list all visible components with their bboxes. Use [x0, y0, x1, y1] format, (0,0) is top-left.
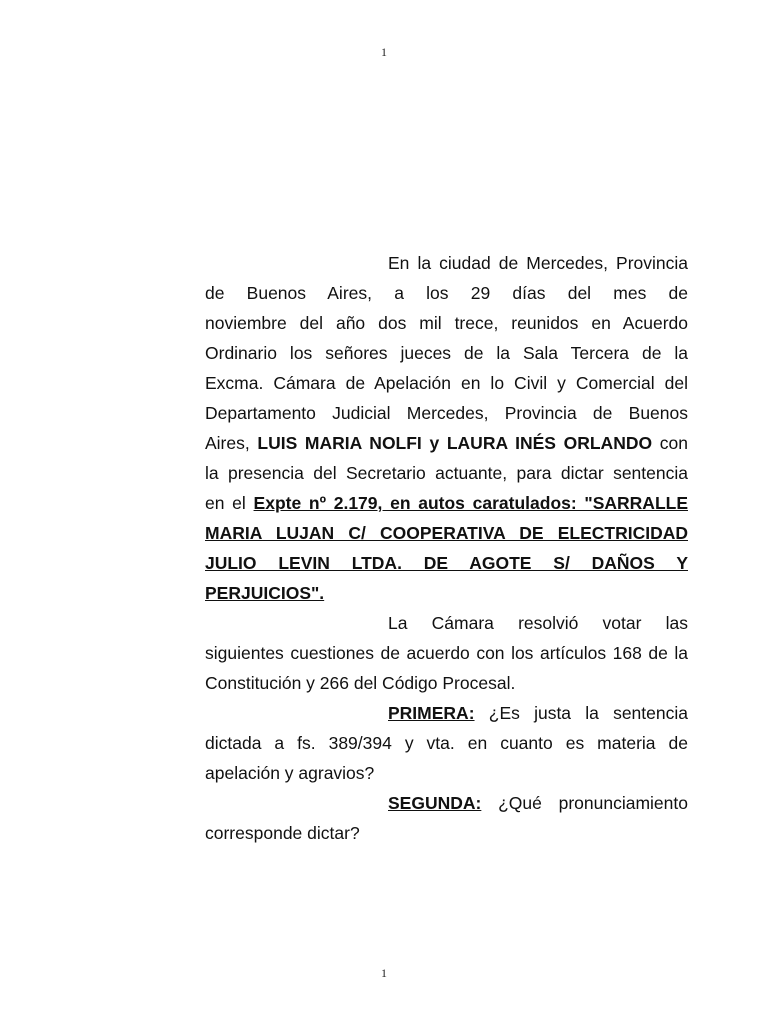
paragraph-1-line-12: PERJUICIOS". — [205, 583, 325, 603]
paragraph-1-line-5: Excma. Cámara de Apelación en lo Civil y Comercial del — [205, 373, 688, 393]
question-2-line-2: corresponde dictar? — [205, 823, 360, 843]
paragraph-2-line-1: La Cámara resolvió votar las — [388, 613, 688, 633]
paragraph-1-line-6: Departamento Judicial Mercedes, Provincia de Buenos — [205, 403, 688, 423]
paragraph-1-line-9: en el Expte nº 2.179, en autos caratulados: "SARRALLE — [205, 493, 688, 513]
paragraph-1-line-10: MARIA LUJAN C/ COOPERATIVA DE ELECTRICIDAD — [205, 523, 688, 543]
document-body — [205, 248, 688, 848]
question-2-label: SEGUNDA: — [388, 793, 482, 813]
paragraph-1-line-3: noviembre del año dos mil trece, reunidos en Acuerdo — [205, 313, 688, 333]
question-1-line-2: dictada a fs. 389/394 y vta. en cuanto es materia de — [205, 733, 688, 753]
day-number: 29 — [470, 283, 491, 303]
question-1-label: PRIMERA: — [388, 703, 475, 723]
page-number-bottom: 1 — [381, 966, 387, 980]
paragraph-2-line-3: Constitución y 266 del Código Procesal. — [205, 673, 516, 693]
question-1-line-1: PRIMERA: ¿Es justa la sentencia — [388, 703, 688, 723]
paragraph-1-line-4: Ordinario los señores jueces de la Sala Tercera de la — [205, 343, 688, 363]
paragraph-1-line-7: Aires, LUIS MARIA NOLFI y LAURA INÉS ORLANDO con — [205, 433, 688, 453]
paragraph-1-line-2: de Buenos Aires, a los 29 días del mes de — [205, 283, 688, 303]
page-number-top: 1 — [381, 45, 387, 59]
paragraph-1-line-8: la presencia del Secretario actuante, para dictar sentencia — [205, 463, 688, 483]
case-title: Expte nº 2.179, en autos caratulados: "SARRALLE — [253, 493, 688, 513]
question-2-line-1: SEGUNDA: ¿Qué pronunciamiento — [388, 793, 688, 813]
question-1-line-3: apelación y agravios? — [205, 763, 375, 783]
paragraph-1-line-1: En la ciudad de Mercedes, Provincia — [388, 253, 688, 273]
paragraph-1-line-11: JULIO LEVIN LTDA. DE AGOTE S/ DAÑOS Y — [205, 553, 688, 573]
paragraph-2-line-2: siguientes cuestiones de acuerdo con los artículos 168 de la — [205, 643, 688, 663]
judges-names: LUIS MARIA NOLFI y LAURA INÉS ORLANDO — [257, 433, 653, 453]
